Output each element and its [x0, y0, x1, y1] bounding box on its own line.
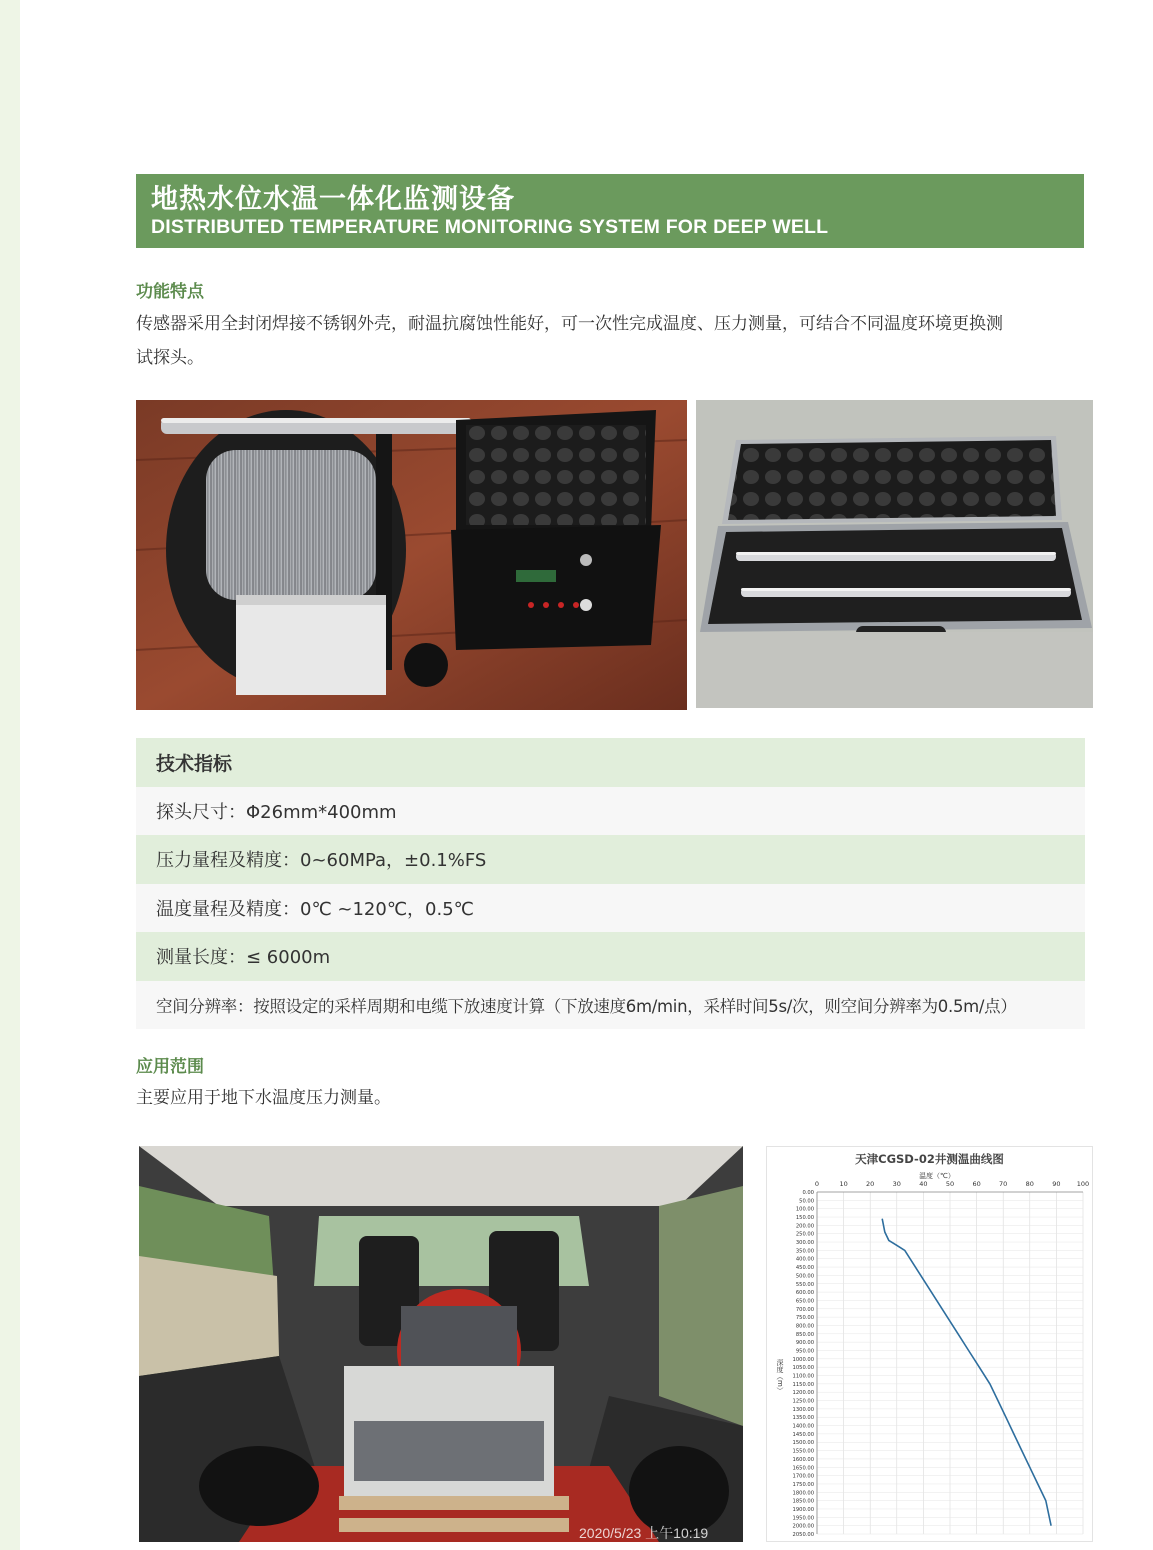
application-text: 主要应用于地下水温度压力测量。: [136, 1088, 391, 1108]
chart-y-tick-label: 750.00: [795, 1315, 814, 1322]
chart-y-tick-label: 950.00: [795, 1348, 814, 1355]
chart-y-tick-label: 1100.00: [792, 1373, 814, 1380]
chart-y-tick-label: 2050.00: [792, 1532, 814, 1538]
chart-y-tick-label: 1850.00: [792, 1498, 814, 1505]
spec-row-temperature: 温度量程及精度：0℃ ~120℃，0.5℃: [136, 884, 1085, 933]
chart-y-tick-label: 2000.00: [792, 1523, 814, 1530]
chart-y-tick-label: 1200.00: [792, 1390, 814, 1397]
chart-y-tick-label: 500.00: [795, 1273, 814, 1280]
chart-y-tick-label: 100.00: [795, 1206, 814, 1213]
chart-x-tick-label: 40: [919, 1180, 928, 1188]
chart-y-tick-label: 1250.00: [792, 1398, 814, 1405]
chart-y-tick-label: 600.00: [795, 1290, 814, 1297]
chart-y-tick-label: 300.00: [795, 1240, 814, 1247]
chart-x-tick-label: 60: [972, 1180, 981, 1188]
chart-y-tick-label: 1900.00: [792, 1506, 814, 1513]
chart-y-tick-label: 850.00: [795, 1331, 814, 1338]
chart-y-tick-label: 1650.00: [792, 1465, 814, 1472]
chart-y-tick-label: 1550.00: [792, 1448, 814, 1455]
chart-x-tick-label: 100: [1076, 1180, 1090, 1188]
features-text-line-2: 试探头。: [136, 348, 204, 368]
features-heading: 功能特点: [136, 282, 204, 302]
chart-y-tick-label: 1150.00: [792, 1381, 814, 1388]
chart-x-tick-label: 30: [892, 1180, 901, 1188]
chart-y-tick-label: 250.00: [795, 1231, 814, 1238]
spec-heading: 技术指标: [136, 738, 1085, 787]
chart-x-tick-label: 70: [999, 1180, 1008, 1188]
spec-row-probe-size: 探头尺寸：Φ26mm*400mm: [136, 787, 1085, 836]
chart-y-tick-label: 1500.00: [792, 1440, 814, 1447]
chart-y-tick-label: 800.00: [795, 1323, 814, 1330]
chart-y-tick-label: 650.00: [795, 1298, 814, 1305]
chart-y-tick-label: 1050.00: [792, 1365, 814, 1372]
chart-y-tick-label: 450.00: [795, 1265, 814, 1272]
chart-x-tick-label: 80: [1025, 1180, 1034, 1188]
page-subtitle: DISTRIBUTED TEMPERATURE MONITORING SYSTEM FOR DEEP WELL: [151, 216, 829, 238]
chart-y-tick-label: 700.00: [795, 1306, 814, 1313]
chart-x-tick-label: 10: [839, 1180, 848, 1188]
chart-y-tick-label: 1750.00: [792, 1481, 814, 1488]
chart-x-tick-label: 50: [945, 1180, 955, 1188]
chart-title: 天津CGSD-02井测温曲线图: [855, 1152, 1004, 1166]
chart-y-tick-label: 200.00: [795, 1223, 814, 1230]
chart-y-tick-label: 550.00: [795, 1281, 814, 1288]
features-text: [136, 307, 1126, 375]
chart-y-tick-label: 1300.00: [792, 1406, 814, 1413]
chart-y-tick-label: 350.00: [795, 1248, 814, 1255]
spec-row-length: 测量长度：≤ 6000m: [136, 932, 1085, 981]
chart-x-tick-label: 90: [1052, 1180, 1061, 1188]
chart-x-tick-label: 0: [814, 1180, 820, 1188]
chart-series-line: [882, 1219, 1051, 1526]
features-text-line-1: 传感器采用全封闭焊接不锈钢外壳，耐温抗腐蚀性能好，可一次性完成温度、压力测量，可结合不同温度环境更换测: [136, 314, 1003, 334]
chart-y-tick-label: 1000.00: [792, 1356, 814, 1363]
page-title: 地热水位水温一体化监测设备: [151, 184, 515, 215]
chart-y-tick-label: 1950.00: [792, 1515, 814, 1522]
spec-table: [136, 738, 1085, 1029]
left-accent-strip: [0, 0, 20, 1550]
chart-x-axis-title: 温度（℃）: [919, 1172, 955, 1180]
chart-y-tick-label: 900.00: [795, 1340, 814, 1347]
photo-timestamp: 2020/5/23 上午10:19: [579, 1525, 709, 1541]
chart-x-tick-label: 20: [866, 1180, 875, 1188]
chart-y-tick-label: 0.00: [802, 1190, 814, 1196]
chart-y-tick-label: 150.00: [795, 1215, 814, 1222]
spec-row-resolution: 空间分辨率：按照设定的采样周期和电缆下放速度计算（下放速度6m/min，采样时间5s/次，则空间分辨率为0.5m/点）: [136, 981, 1085, 1030]
application-heading: 应用范围: [136, 1057, 204, 1077]
chart-y-tick-label: 1800.00: [792, 1490, 814, 1497]
chart-y-axis-title: 深度（m）: [776, 1359, 784, 1394]
chart-y-tick-label: 1350.00: [792, 1415, 814, 1422]
chart-y-tick-label: 50.00: [799, 1198, 814, 1205]
equipment-reel-photo: [136, 400, 687, 710]
chart-plot: [767, 1147, 1094, 1543]
chart-y-tick-label: 1450.00: [792, 1431, 814, 1438]
probe-case-photo: [696, 400, 1093, 708]
chart-y-tick-label: 1700.00: [792, 1473, 814, 1480]
temperature-depth-chart: [766, 1146, 1093, 1542]
spec-row-pressure: 压力量程及精度：0~60MPa，±0.1%FS: [136, 835, 1085, 884]
title-banner: [136, 174, 1084, 248]
chart-y-tick-label: 1600.00: [792, 1456, 814, 1463]
chart-y-tick-label: 400.00: [795, 1256, 814, 1263]
van-interior-photo: [139, 1146, 743, 1542]
chart-y-tick-label: 1400.00: [792, 1423, 814, 1430]
